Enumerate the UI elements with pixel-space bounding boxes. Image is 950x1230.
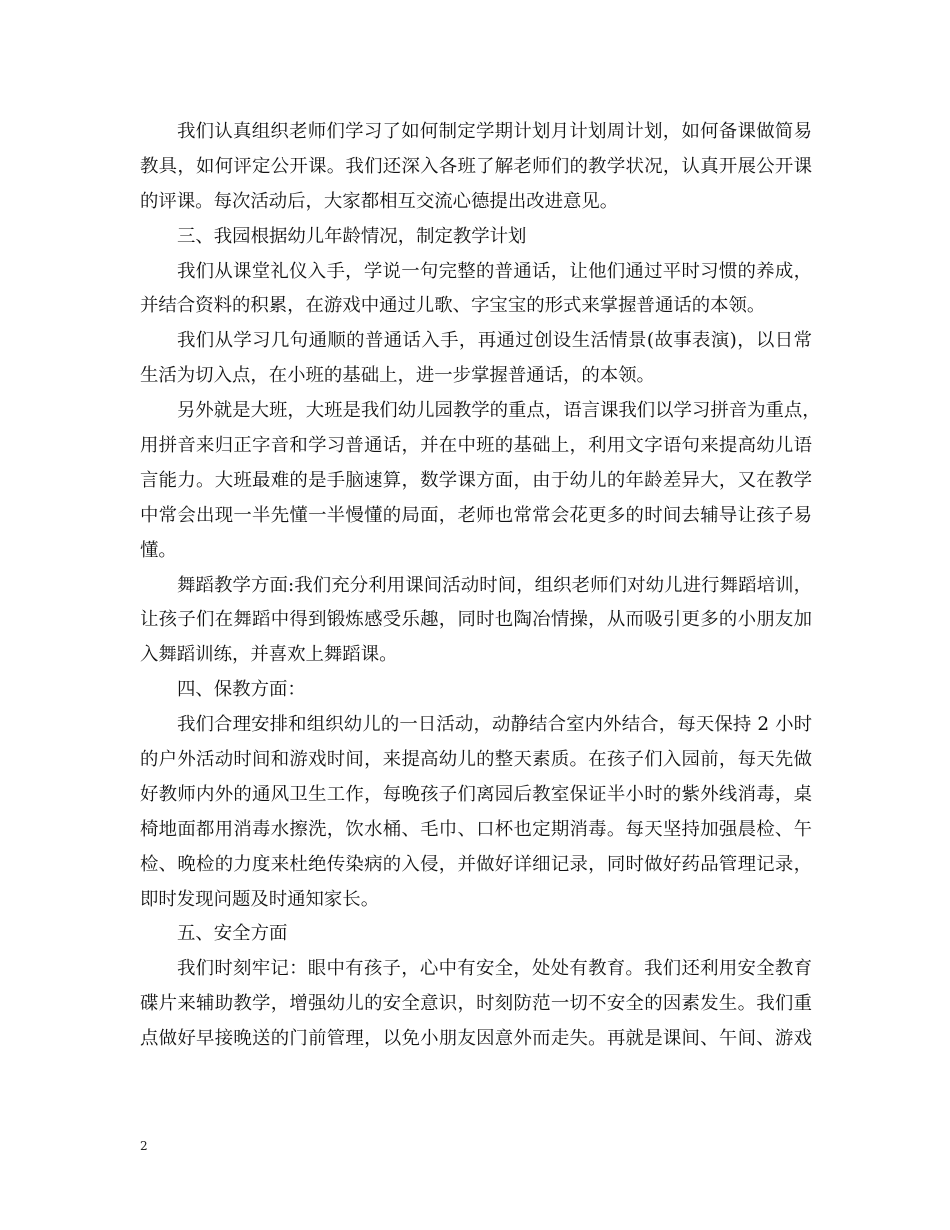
- text-line: 我们从课堂礼仪入手，学说一句完整的普通话，让他们通过平时习惯的养成，: [177, 260, 812, 282]
- text-line: 我们从学习几句通顺的普通话入手，再通过创设生活情景(故事表演)，以日常: [177, 330, 812, 352]
- text-line: 碟片来辅助教学，增强幼儿的安全意识，时刻防范一切不安全的因素发生。我们重: [140, 993, 812, 1015]
- text-line: 舞蹈教学方面:我们充分利用课间活动时间，组织老师们对幼儿进行舞蹈培训，: [177, 574, 812, 596]
- text-line: 生活为切入点，在小班的基础上，进一步掌握普通话，的本领。: [140, 365, 655, 387]
- page-number: 2: [140, 1139, 148, 1153]
- text-line: 懂。: [140, 539, 177, 561]
- text-line: 点做好早接晚送的门前管理，以免小朋友因意外而走失。再就是课间、午间、游戏: [140, 1028, 812, 1050]
- text-line: 入舞蹈训练，并喜欢上舞蹈课。: [140, 644, 398, 666]
- text-line: 中常会出现一半先懂一半慢懂的局面，老师也常常会花更多的时间去辅导让孩子易: [140, 504, 812, 526]
- text-line: 并结合资料的积累，在游戏中通过儿歌、字宝宝的形式来掌握普通话的本领。: [140, 295, 766, 317]
- text-line: 四、保教方面：: [177, 679, 306, 701]
- text-line: 即时发现问题及时通知家长。: [140, 888, 380, 910]
- text-line: 让孩子们在舞蹈中得到锻炼感受乐趣，同时也陶冶情操，从而吸引更多的小朋友加: [140, 609, 812, 631]
- text-line: 好教师内外的通风卫生工作，每晚孩子们离园后教室保证半小时的紫外线消毒，桌: [140, 783, 812, 805]
- text-line: 教具，如何评定公开课。我们还深入各班了解老师们的教学状况，认真开展公开课: [140, 155, 812, 177]
- text-line: 三、我园根据幼儿年龄情况，制定教学计划: [177, 225, 527, 247]
- text-line: 椅地面都用消毒水擦洗，饮水桶、毛巾、口杯也定期消毒。每天坚持加强晨检、午: [140, 818, 812, 840]
- text-line: 我们合理安排和组织幼儿的一日活动，动静结合室内外结合，每天保持 2 小时: [177, 714, 812, 736]
- document-body: [140, 115, 821, 1057]
- text-line: 言能力。大班最难的是手脑速算，数学课方面，由于幼儿的年龄差异大，又在教学: [140, 469, 812, 491]
- text-line: 检、晚检的力度来杜绝传染病的入侵，并做好详细记录，同时做好药品管理记录，: [140, 853, 812, 875]
- text-line: 的评课。每次活动后，大家都相互交流心德提出改进意见。: [140, 190, 619, 212]
- text-line: 用拼音来归正字音和学习普通话，并在中班的基础上，利用文字语句来提高幼儿语: [140, 435, 812, 457]
- text-line: 另外就是大班，大班是我们幼儿园教学的重点，语言课我们以学习拼音为重点，: [177, 400, 821, 422]
- text-line: 的户外活动时间和游戏时间，来提高幼儿的整天素质。在孩子们入园前，每天先做: [140, 749, 812, 771]
- text-line: 五、安全方面: [177, 923, 288, 945]
- text-line: 我们认真组织老师们学习了如何制定学期计划月计划周计划，如何备课做简易: [177, 121, 812, 142]
- text-line: 我们时刻牢记：眼中有孩子，心中有安全，处处有教育。我们还利用安全教育: [177, 958, 812, 980]
